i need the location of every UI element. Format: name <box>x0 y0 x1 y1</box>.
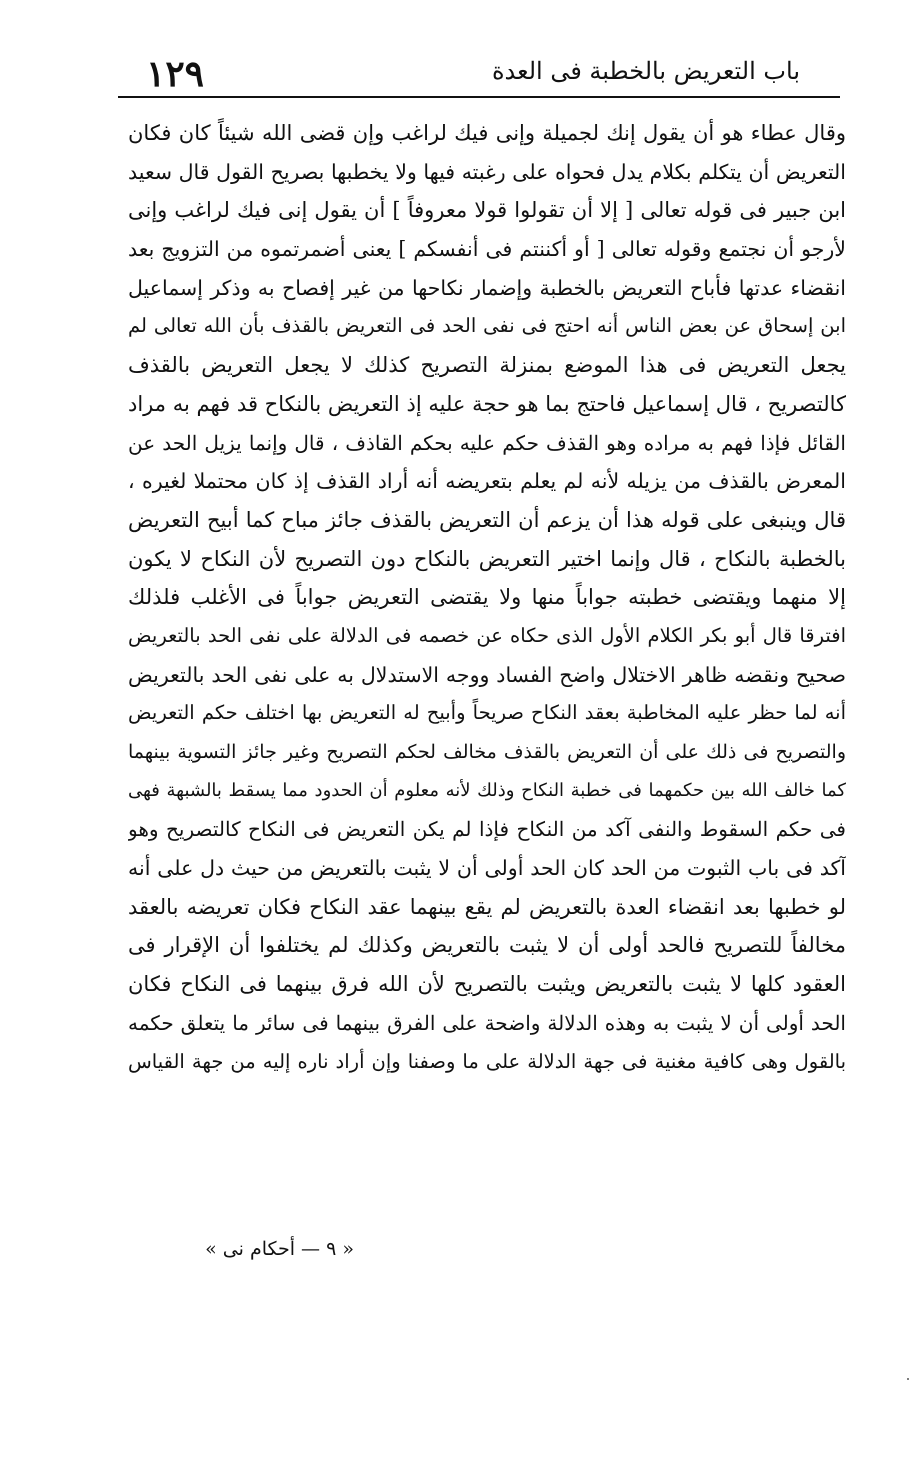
page-number: ١٢٩ <box>146 53 205 95</box>
header-rule <box>118 96 840 98</box>
text-line: لو خطبها بعد انقضاء العدة بالتعريض لم يقع بينهما عقد النكاح فكان تعريضه بالعقد <box>128 894 846 919</box>
text-line: والتصريح فى ذلك على أن التعريض بالقذف مخالف لحكم التصريح وغير جائز التسوية بينهما <box>128 741 846 763</box>
page-header <box>118 48 840 96</box>
text-line: كالتصريح ، قال إسماعيل فاحتج بما هو حجة عليه إذ التعريض بالنكاح قد فهم به مراد <box>128 391 846 416</box>
text-line: ابن جبير فى قوله تعالى [ إلا أن تقولوا قولا معروفاً ] أن يقول إنى فيك لراغب وإنى <box>128 198 846 223</box>
text-line: كما خالف الله بين حكمهما فى خطبة النكاح وذلك لأنه معلوم أن الحدود مما يسقط بالشبهة فهى <box>128 779 846 801</box>
text-line: بالخطبة بالنكاح ، قال وإنما اختير التعريض بالنكاح دون التصريح لأن النكاح لا يكون <box>128 546 846 571</box>
text-line: انقضاء عدتها فأباح التعريض بالخطبة وإضمار نكاحها من غير إفصاح به وذكر إسماعيل <box>128 275 846 300</box>
text-line: العقود كلها لا يثبت بالتعريض ويثبت بالتصريح لأن الله فرق بينهما فى النكاح فكان <box>128 972 846 997</box>
text-line: قال وينبغى على قوله هذا أن يزعم أن التعريض بالقذف جائز مباح كما أبيح التعريض <box>128 507 846 532</box>
text-line: إلا منهما ويقتضى خطبته جواباً منها ولا يقتضى التعريض جواباً فى الأغلب فلذلك <box>128 585 846 610</box>
text-line: يجعل التعريض فى هذا الموضع بمنزلة التصريح كذلك لا يجعل التعريض بالقذف <box>128 353 846 378</box>
text-line: لأرجو أن نجتمع وقوله تعالى [ أو أكننتم فى أنفسكم ] يعنى أضمرتموه من التزويج بعد <box>128 237 846 262</box>
text-line: وقال عطاء هو أن يقول إنك لجميلة وإنى فيك لراغب وإن قضى الله شيئاً كان فكان <box>128 121 846 145</box>
text-line: ابن إسحاق عن بعض الناس أنه احتج فى نفى الحد فى التعريض بالقذف بأن الله تعالى لم <box>128 314 846 338</box>
text-line: القائل فإذا فهم به مراده وهو القذف حكم عليه بحكم القاذف ، قال وإنما يزيل الحد عن <box>128 430 846 455</box>
text-line: آكد فى باب الثبوت من الحد كان الحد أولى أن لا يثبت بالتعريض من حيث دل على أنه <box>128 856 846 881</box>
footer-signature: « ٩ — أحكام نى » <box>205 1238 354 1260</box>
running-title: باب التعريض بالخطبة فى العدة <box>491 57 800 85</box>
text-line: التعريض أن يتكلم بكلام يدل فحواه على رغبته فيها ولا يخطبها بصريح القول قال سعيد <box>128 159 846 184</box>
text-line: مخالفاً للتصريح فالحد أولى أن لا يثبت بالتعريض وكذلك لم يختلفوا أن الإقرار فى <box>128 933 846 958</box>
text-line: أنه لما حظر عليه المخاطبة بعقد النكاح صريحاً وأبيح له التعريض بها اختلف حكم التعريض <box>128 701 846 725</box>
scan-speck <box>907 1378 909 1380</box>
text-line: بالقول وهى كافية مغنية فى جهة الدلالة على ما وصفنا وإن أراد ناره إليه من جهة القياس <box>128 1049 846 1073</box>
text-line: الحد أولى أن لا يثبت به وهذه الدلالة واضحة على الفرق بينهما فى سائر ما يتعلق حكمه <box>128 1010 846 1035</box>
text-line: المعرض بالقذف من يزيله لأنه لم يعلم بتعريضه أنه أراد القذف إذ كان محتملا لغيره ، <box>128 469 846 494</box>
text-line: افترقا قال أبو بكر الكلام الأول الذى حكاه عن خصمه فى الدلالة على نفى الحد بالتعريض <box>128 623 846 647</box>
text-line: فى حكم السقوط والنفى آكد من النكاح فإذا لم يكن التعريض فى النكاح كالتصريح وهو <box>128 817 846 842</box>
text-line: صحيح ونقضه ظاهر الاختلال واضح الفساد ووجه الاستدلال به على نفى الحد بالتعريض <box>128 662 846 687</box>
body-text <box>128 114 846 1081</box>
